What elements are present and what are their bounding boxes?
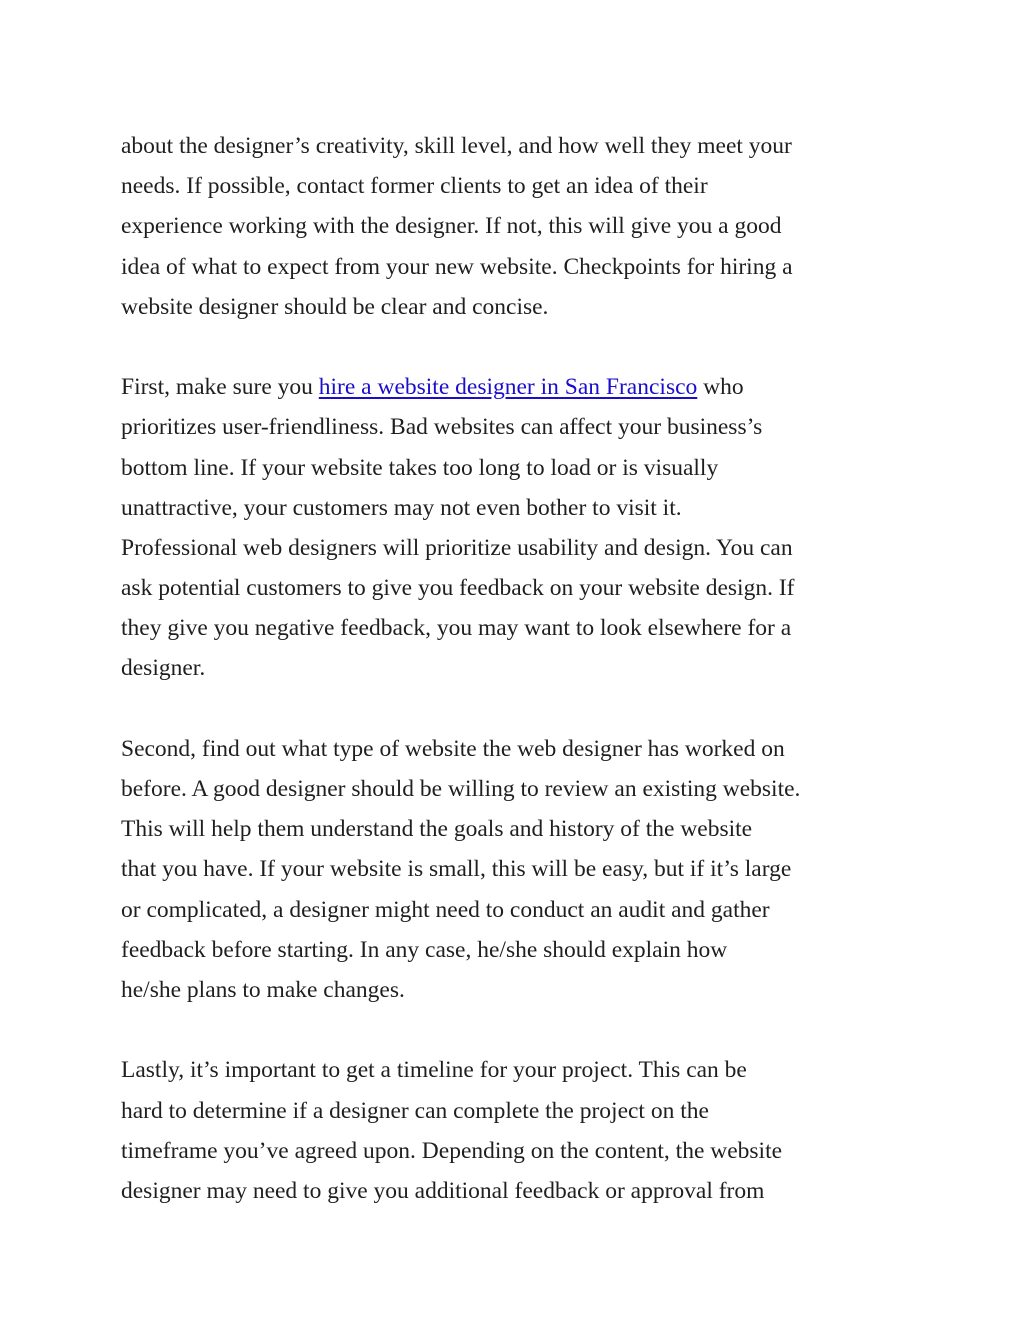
text-line: about the designer’s creativity, skill level, and how well they meet your [121, 133, 792, 159]
text-line: they give you negative feedback, you may want to look elsewhere for a [121, 615, 792, 642]
text-line: ask potential customers to give you feedback on your website design. If [121, 575, 795, 602]
text-line: that you have. If your website is small, this will be easy, but if it’s large [121, 856, 792, 883]
text-line: experience working with the designer. If not, this will give you a good [121, 213, 782, 240]
article-body [121, 126, 911, 1251]
text-line: needs. If possible, contact former clients to get an idea of their [121, 173, 708, 200]
text-line: hard to determine if a designer can complete the project on the [121, 1097, 709, 1124]
text-line: website designer should be clear and concise. [121, 293, 549, 320]
paragraph-3 [121, 729, 911, 1010]
text-line: designer may need to give you additional feedback or approval from [121, 1177, 765, 1204]
text-line: unattractive, your customers may not even bother to visit it. [121, 494, 682, 521]
text-line: Second, find out what type of website the web designer has worked on [121, 735, 785, 762]
text-line: he/she plans to make changes. [121, 976, 405, 1003]
text-line-with-link [121, 367, 911, 407]
link-prefix-text: First, make sure you [121, 374, 319, 401]
text-line: Lastly, it’s important to get a timeline for your project. This can be [121, 1057, 747, 1084]
text-line: This will help them understand the goals and history of the website [121, 816, 753, 843]
text-line: designer. [121, 655, 206, 682]
paragraph-2 [121, 367, 911, 689]
hire-designer-link[interactable]: hire a website designer in San Francisco [318, 374, 698, 401]
paragraph-4 [121, 1050, 911, 1211]
link-suffix-text: who [697, 374, 744, 401]
text-line: prioritizes user-friendliness. Bad websites can affect your business’s [121, 414, 763, 441]
text-line: bottom line. If your website takes too long to load or is visually [121, 454, 719, 481]
text-line: Professional web designers will prioritize usability and design. You can [121, 534, 793, 561]
text-line: timeframe you’ve agreed upon. Depending on the content, the website [121, 1137, 783, 1164]
text-line: idea of what to expect from your new website. Checkpoints for hiring a [121, 253, 793, 280]
text-line: or complicated, a designer might need to conduct an audit and gather [121, 896, 770, 923]
text-line: feedback before starting. In any case, he/she should explain how [121, 936, 728, 963]
paragraph-1 [121, 126, 911, 327]
text-line: before. A good designer should be willing to review an existing website. [121, 776, 801, 802]
